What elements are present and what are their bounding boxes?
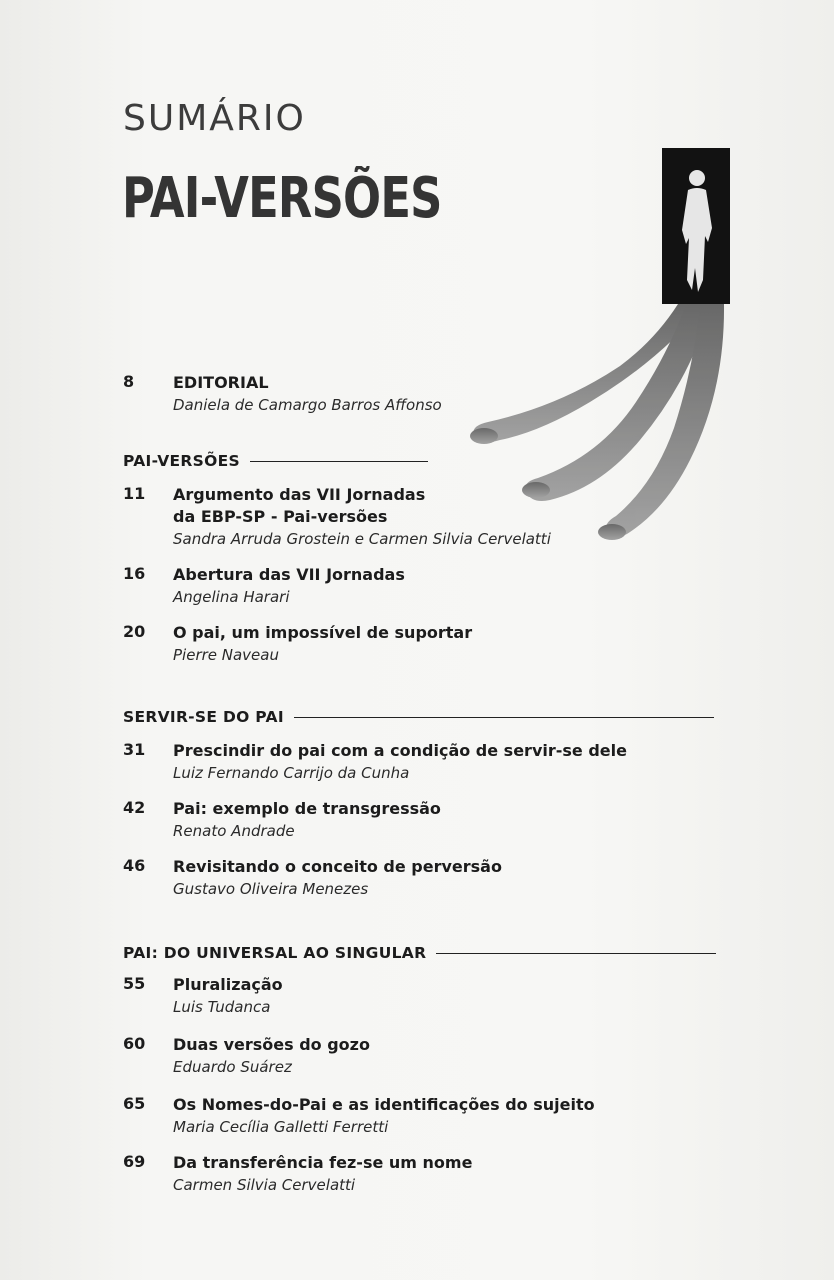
entry-author: Carmen Silvia Cervelatti xyxy=(173,1176,356,1194)
entry-page-number: 60 xyxy=(123,1034,146,1053)
entry-author: Daniela de Camargo Barros Affonso xyxy=(173,396,442,414)
entry-page-number: 8 xyxy=(123,372,135,391)
entry-author: Luiz Fernando Carrijo da Cunha xyxy=(173,764,410,782)
entry-title: Pai: exemplo de transgressão xyxy=(173,799,441,818)
entry-page-number: 16 xyxy=(123,564,146,583)
entry-title: Os Nomes-do-Pai e as identificações do sujeito xyxy=(173,1095,595,1114)
entry-title: Prescindir do pai com a condição de servir-se dele xyxy=(173,741,627,760)
section-heading-label: PAI-VERSÕES xyxy=(123,452,240,470)
entry-author: Luis Tudanca xyxy=(173,998,271,1016)
section-heading-label: PAI: DO UNIVERSAL AO SINGULAR xyxy=(123,944,427,962)
section-heading-pai-do-universal-ao-singular xyxy=(123,944,716,962)
entry-page-number: 42 xyxy=(123,798,146,817)
entry-title: Da transferência fez-se um nome xyxy=(173,1153,473,1172)
entry-title: O pai, um impossível de suportar xyxy=(173,623,473,642)
page-kicker: SUMÁRIO xyxy=(123,98,306,139)
entry-title: Duas versões do gozo xyxy=(173,1035,370,1054)
entry-page-number: 46 xyxy=(123,856,146,875)
entry-title: Pluralização xyxy=(173,975,283,994)
entry-title: Argumento das VII Jornadas da EBP-SP - Pai-versões xyxy=(173,485,426,526)
entry-page-number: 69 xyxy=(123,1152,146,1171)
section-heading-label: SERVIR-SE DO PAI xyxy=(123,708,284,726)
entry-author: Angelina Harari xyxy=(173,588,290,606)
entry-author: Renato Andrade xyxy=(173,822,295,840)
entry-author: Pierre Naveau xyxy=(173,646,279,664)
section-rule xyxy=(250,461,428,462)
section-rule xyxy=(294,717,714,718)
entry-title: Abertura das VII Jornadas xyxy=(173,565,405,584)
section-heading-servir-se-do-pai xyxy=(123,708,714,726)
entry-page-number: 65 xyxy=(123,1094,146,1113)
entry-author: Eduardo Suárez xyxy=(173,1058,292,1076)
entry-author: Sandra Arruda Grostein e Carmen Silvia Cervelatti xyxy=(173,530,551,548)
entry-page-number: 31 xyxy=(123,740,146,759)
entry-title: EDITORIAL xyxy=(173,373,269,392)
entry-page-number: 55 xyxy=(123,974,146,993)
entry-author: Maria Cecília Galletti Ferretti xyxy=(173,1118,389,1136)
section-heading-pai-versoes xyxy=(123,452,428,470)
entry-author: Gustavo Oliveira Menezes xyxy=(173,880,369,898)
entry-page-number: 11 xyxy=(123,484,146,503)
page-title: PAI-VERSÕES xyxy=(122,166,442,231)
entry-page-number: 20 xyxy=(123,622,146,641)
entry-title: Revisitando o conceito de perversão xyxy=(173,857,502,876)
section-rule xyxy=(436,953,716,954)
